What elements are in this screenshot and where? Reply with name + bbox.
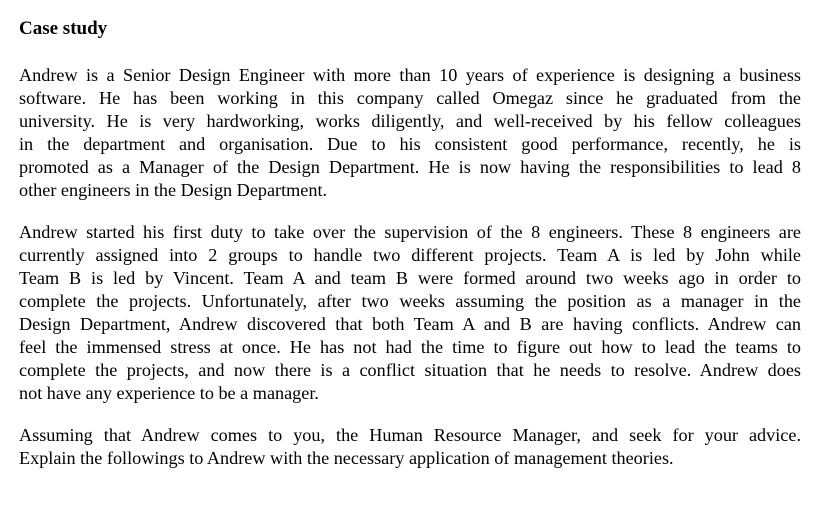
- paragraph-2: [19, 221, 801, 405]
- document-page: [19, 18, 801, 489]
- paragraph-1: [19, 64, 801, 202]
- paragraph-2-line: feel the immensed stress at once. He has not had the time to figure out how to lead the teams to: [19, 337, 801, 357]
- paragraph-1-line: software. He has been working in this company called Omegaz since he graduated from the: [19, 88, 801, 108]
- paragraph-2-line: Team B is led by Vincent. Team A and team B were formed around two weeks ago in order to: [19, 268, 801, 288]
- paragraph-2-line: Andrew started his first duty to take over the supervision of the 8 engineers. These 8 engineers are: [19, 222, 801, 242]
- paragraph-2-line: complete the projects. Unfortunately, after two weeks assuming the position as a manager in the: [19, 291, 801, 311]
- paragraph-1-line: other engineers in the Design Department.: [19, 180, 328, 200]
- case-study-title: Case study: [19, 18, 108, 39]
- paragraph-1-line: promoted as a Manager of the Design Department. He is now having the responsibilities to lead 8: [19, 157, 801, 177]
- paragraph-3-line: Assuming that Andrew comes to you, the Human Resource Manager, and seek for your advice.: [19, 425, 801, 445]
- paragraph-1-line: Andrew is a Senior Design Engineer with more than 10 years of experience is designing a business: [19, 65, 801, 85]
- paragraph-1-line: in the department and organisation. Due to his consistent good performance, recently, he is: [19, 134, 801, 154]
- paragraph-1-line: university. He is very hardworking, works diligently, and well-received by his fellow colleagues: [19, 111, 801, 131]
- paragraph-2-line: not have any experience to be a manager.: [19, 383, 319, 403]
- paragraph-3: [19, 424, 801, 470]
- paragraph-2-line: complete the projects, and now there is a conflict situation that he needs to resolve. Andrew does: [19, 360, 801, 380]
- paragraph-2-line: currently assigned into 2 groups to handle two different projects. Team A is led by John while: [19, 245, 801, 265]
- paragraph-2-line: Design Department, Andrew discovered that both Team A and B are having conflicts. Andrew can: [19, 314, 801, 334]
- paragraph-3-line: Explain the followings to Andrew with the necessary application of management theories.: [19, 448, 674, 468]
